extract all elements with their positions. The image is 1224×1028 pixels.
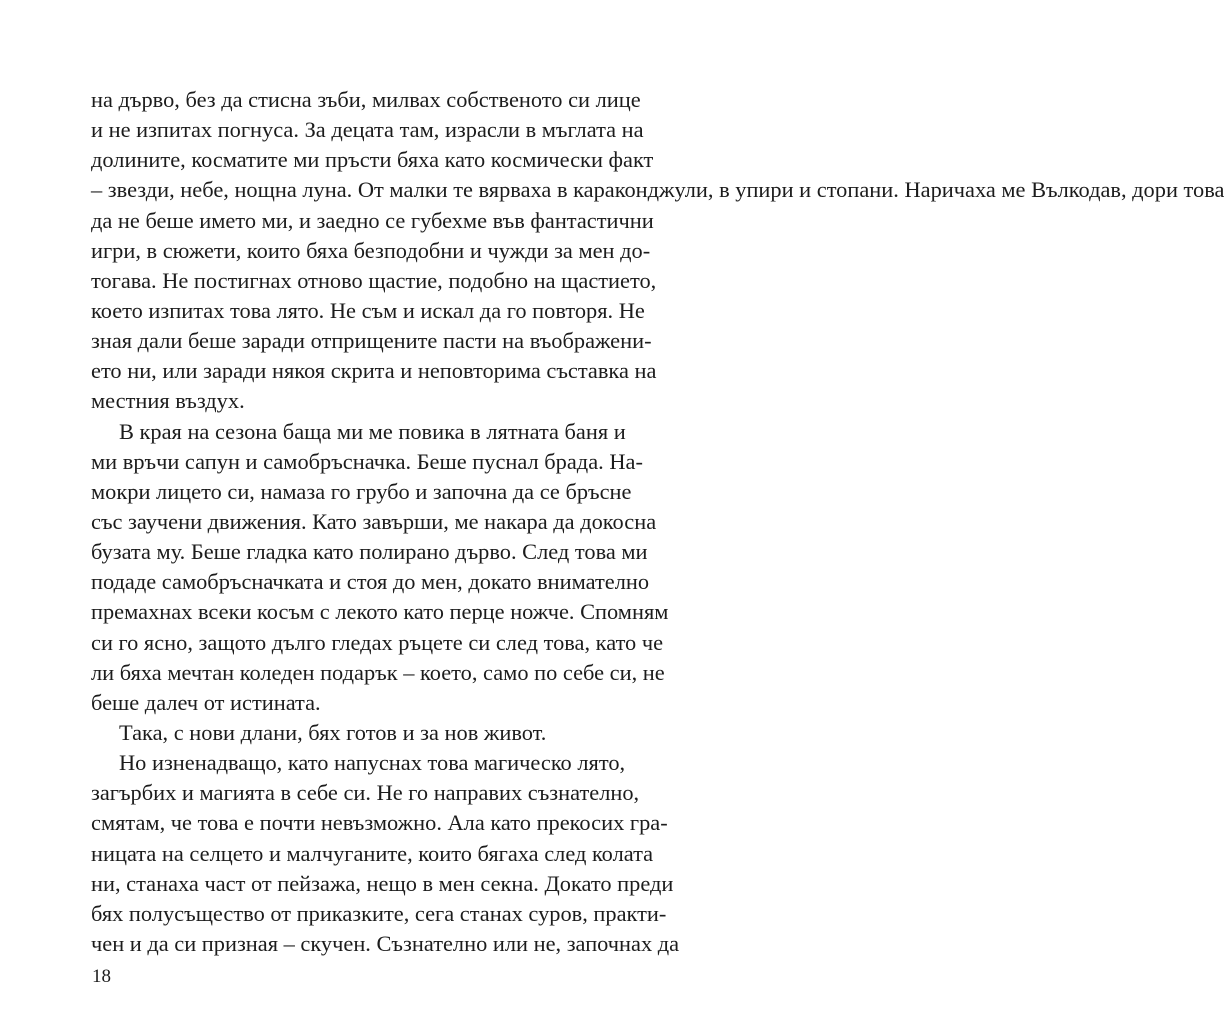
text-line: местния въздух. <box>91 388 245 414</box>
text-line: тогава. Не постигнах отново щастие, подобно на щастието, <box>91 267 657 293</box>
text-line: – звезди, небе, нощна луна. От малки те вярваха в караконджули, в упири и стопани. Наричаха ме Вълкодав, дори това <box>91 177 1224 203</box>
text-line: ли бяха мечтан коледен подарък – което, само по себе си, не <box>91 659 665 685</box>
text-line: си го ясно, защото дълго гледах ръцете си след това, като че <box>91 629 664 655</box>
text-line: беше далеч от истината. <box>91 689 321 715</box>
text-line: Така, с нови длани, бях готов и за нов живот. <box>119 719 547 745</box>
text-line: ето ни, или заради някоя скрита и неповторима съставка на <box>91 358 657 384</box>
text-line: със заучени движения. Като завърши, ме накара да докосна <box>91 508 657 534</box>
text-line: и не изпитах погнуса. За децата там, израсли в мъглата на <box>91 117 644 143</box>
text-line: бях полусъщество от приказките, сега станах суров, практи- <box>91 900 667 926</box>
text-line: Но изненадващо, като напуснах това магическо лято, <box>119 750 626 776</box>
text-line: зная дали беше заради отприщените пасти на въображени- <box>91 328 652 354</box>
text-line: игри, в сюжети, които бяха безподобни и чужди за мен до- <box>91 237 651 263</box>
text-line: В края на сезона баща ми ме повика в лятната баня и <box>119 418 626 444</box>
text-line: подаде самобръсначката и стоя до мен, докато внимателно <box>91 569 650 595</box>
page-number: 18 <box>92 966 111 987</box>
body-text <box>91 85 1224 959</box>
text-line: мокри лицето си, намаза го грубо и започна да се бръсне <box>91 478 632 504</box>
text-line: загърбих и магията в себе си. Не го направих съзнателно, <box>91 780 640 806</box>
text-line: смятам, че това е почти невъзможно. Ала като прекосих гра- <box>91 810 668 836</box>
text-line: ми връчи сапун и самобръсначка. Беше пуснал брада. На- <box>91 448 643 474</box>
text-line: долините, косматите ми пръсти бяха като космически факт <box>91 147 654 173</box>
text-line: ни, станаха част от пейзажа, нещо в мен секна. Докато преди <box>91 870 674 896</box>
text-line: премахнах всеки косъм с лекото като перце ножче. Спомням <box>91 599 669 625</box>
text-line: да не беше името ми, и заедно се губехме във фантастични <box>91 207 654 233</box>
text-line: на дърво, без да стисна зъби, милвах собственото си лице <box>91 87 641 112</box>
text-line: бузата му. Беше гладка като полирано дърво. След това ми <box>91 539 648 565</box>
text-line: ницата на селцето и малчуганите, които бягаха след колата <box>91 840 654 866</box>
text-line: чен и да си призная – скучен. Съзнателно или не, започнах да <box>91 930 680 956</box>
text-line: което изпитах това лято. Не съм и искал да го повторя. Не <box>91 297 645 323</box>
